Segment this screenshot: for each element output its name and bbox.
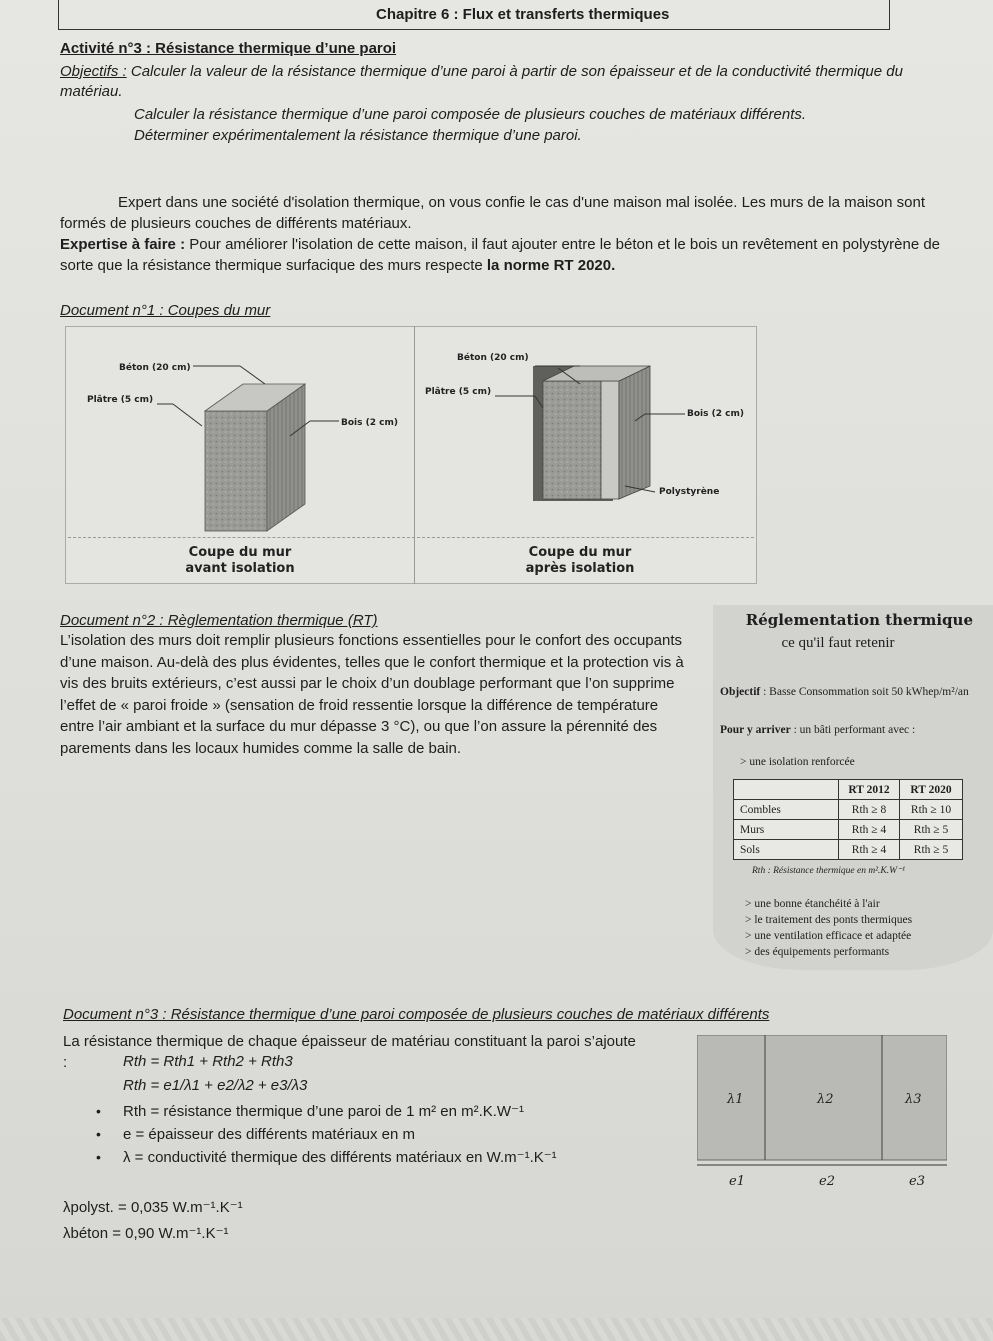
list-item: > des équipements performants — [745, 946, 890, 958]
table-header-cell: RT 2020 — [900, 780, 963, 800]
objectives-label: Objectifs : — [60, 63, 127, 80]
objective-1-text: Calculer la valeur de la résistance thermique d’une paroi à partir de son épaisseur et de la conductivité thermique du matériau. — [60, 63, 903, 100]
objective-2: Calculer la résistance thermique d’une paroi composée de plusieurs couches de matériaux différents. — [134, 106, 807, 123]
label-bois-right: Bois (2 cm) — [687, 409, 744, 419]
table-row — [734, 800, 963, 820]
list-item: > le traitement des ponts thermiques — [745, 914, 913, 926]
caption-after-line1: Coupe du mur — [528, 545, 632, 560]
doc2-title: Document n°2 : Règlementation thermique (RT) — [60, 612, 378, 629]
table-row — [734, 840, 963, 860]
caption-before — [150, 545, 330, 577]
formula-layers: Rth = e1/λ1 + e2/λ2 + e3/λ3 — [123, 1077, 308, 1094]
list-item: > une ventilation efficace et adaptée — [745, 930, 912, 942]
intro-paragraph: Expert dans une société d'isolation thermique, on vous confie le cas d'une maison mal isolée. Les murs de la maison sont formés de plusieurs couches de différents matériaux. — [60, 194, 926, 232]
page-bottom-edge — [0, 1318, 993, 1341]
rt-how — [720, 724, 985, 736]
lambda-polystyrene: λpolyst. = 0,035 W.m⁻¹.K⁻¹ — [63, 1199, 243, 1216]
polystyrene-layer — [601, 381, 619, 499]
table-header-cell: RT 2012 — [839, 780, 900, 800]
table-header-row — [734, 780, 963, 800]
table-cell: Rth ≥ 10 — [900, 800, 963, 820]
rt-how-text: : un bâti performant avec : — [790, 724, 916, 736]
table-row — [734, 820, 963, 840]
rt-objective-label: Objectif — [720, 686, 761, 698]
rt-objective-text: : Basse Consommation soit 50 kWhep/m²/an — [760, 686, 969, 698]
lambda2-label: λ2 — [817, 1092, 834, 1107]
table-cell: Rth ≥ 4 — [839, 840, 900, 860]
label-beton-left: Béton (20 cm) — [119, 363, 191, 373]
doc3-intro: La résistance thermique de chaque épaisseur de matériau constituant la paroi s’ajoute : — [63, 1033, 636, 1071]
table-header-cell — [734, 780, 839, 800]
label-platre-left: Plâtre (5 cm) — [87, 395, 154, 405]
beton-layer-right — [543, 381, 601, 499]
lambda1-label: λ1 — [727, 1092, 744, 1107]
rt-box-title: Réglementation thermique — [745, 611, 973, 629]
table-cell: Combles — [734, 800, 839, 820]
expertise-text: Pour améliorer l'isolation de cette maison, il faut ajouter entre le béton et le bois un revêtement en polystyrène de sorte que la résistance thermique surfacique des murs respecte — [60, 236, 941, 274]
rt-box-subtitle: ce qu'il faut retenir — [781, 635, 895, 651]
wall-before-drawing — [157, 366, 339, 531]
table-cell: Rth ≥ 4 — [839, 820, 900, 840]
table-cell: Murs — [734, 820, 839, 840]
label-platre-right: Plâtre (5 cm) — [425, 387, 492, 397]
rt-requirements-table — [733, 779, 963, 860]
doc1-title: Document n°1 : Coupes du mur — [60, 302, 271, 319]
doc2-paragraph: L’isolation des murs doit remplir plusieurs fonctions essentielles pour le confort des occupants d’une maison. Au-delà des plus évidentes, telles que le confort thermique et la protection vis à vis des bruits extérieurs, c’est aussi par le choix d’un doublage performant que l’on supprime l’effet de « paroi froide » (sensation de froid ressentie lorsque la différence de température entre l’air ambiant et la surface du mur dépasse 3 °C), ou que l’on assure la pérennité des parements dans les locaux humides comme la salle de bain. — [60, 632, 684, 757]
table-cell: Sols — [734, 840, 839, 860]
e1-label: e1 — [729, 1174, 745, 1189]
label-bois-left: Bois (2 cm) — [341, 418, 398, 428]
list-item: • Rth = résistance thermique d’une paroi de 1 m² en m².K.W⁻¹ — [96, 1100, 557, 1123]
definitions-list — [96, 1100, 557, 1169]
list-item: > une bonne étanchéité à l'air — [745, 898, 880, 910]
lambda3-label: λ3 — [905, 1092, 922, 1107]
expertise-paragraph — [60, 234, 965, 276]
label-polystyrene: Polystyrène — [659, 487, 720, 497]
objective-1 — [60, 62, 965, 102]
table-cell: Rth ≥ 5 — [900, 820, 963, 840]
e3-label: e3 — [909, 1174, 925, 1189]
objective-3: Déterminer expérimentalement la résistance thermique d’une paroi. — [134, 127, 582, 144]
formula-sum: Rth = Rth1 + Rth2 + Rth3 — [123, 1053, 293, 1070]
table-cell: Rth ≥ 5 — [900, 840, 963, 860]
rt-table-note: Rth : Résistance thermique en m².K.W⁻¹ — [752, 866, 905, 876]
activity-title: Activité n°3 : Résistance thermique d’une paroi — [60, 40, 397, 57]
expertise-label: Expertise à faire : — [60, 236, 186, 253]
rt-how-label: Pour y arriver — [720, 724, 791, 736]
expertise-norm: la norme RT 2020. — [486, 257, 616, 274]
caption-before-line1: Coupe du mur — [188, 545, 292, 560]
label-beton-right: Béton (20 cm) — [457, 353, 529, 363]
caption-before-line2: avant isolation — [185, 561, 295, 576]
rt-objective — [720, 685, 980, 700]
list-item: • e = épaisseur des différents matériaux en m — [96, 1123, 557, 1146]
rt-requirements-list — [745, 896, 912, 960]
table-cell: Rth ≥ 8 — [839, 800, 900, 820]
beton-layer-left — [205, 411, 267, 531]
doc3-title: Document n°3 : Résistance thermique d’une paroi composée de plusieurs couches de matériaux différents — [63, 1006, 770, 1023]
bois-layer-right — [619, 366, 650, 499]
chapter-title: Chapitre 6 : Flux et transferts thermiques — [376, 6, 670, 23]
wall-sections-drawing — [65, 326, 757, 541]
rt-isolation-item: > une isolation renforcée — [740, 756, 855, 768]
wall-after-drawing — [495, 366, 685, 501]
list-item: • λ = conductivité thermique des différents matériaux en W.m⁻¹.K⁻¹ — [96, 1146, 557, 1169]
e2-label: e2 — [819, 1174, 835, 1189]
caption-after — [490, 545, 670, 577]
layered-wall-diagram — [697, 1035, 947, 1195]
caption-after-line2: après isolation — [525, 561, 635, 576]
lambda-beton: λbéton = 0,90 W.m⁻¹.K⁻¹ — [63, 1225, 229, 1242]
